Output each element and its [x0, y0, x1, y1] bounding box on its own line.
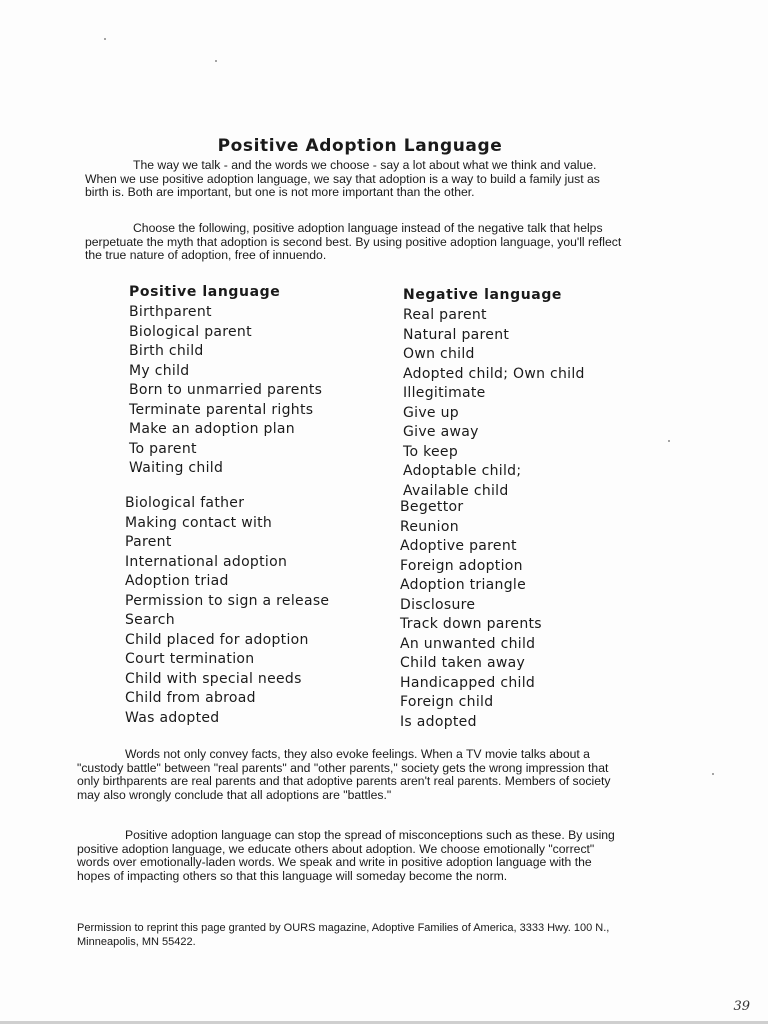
positive-term: Child from abroad [125, 690, 256, 706]
negative-term: Give up [403, 404, 459, 421]
positive-term: Child placed for adoption [125, 631, 309, 648]
scan-speck [104, 38, 106, 40]
negative-term: Handicapped child [400, 674, 536, 691]
page-title: Positive Adoption Language [217, 136, 503, 156]
negative-term: Foreign child [400, 694, 494, 710]
negative-language-column [403, 285, 585, 501]
negative-term: To keep [403, 443, 459, 460]
reprint-permission-note: Permission to reprint this page granted by OURS magazine, Adoptive Families of America, 3333 Hwy. 100 N., Minneapolis, MN 55422. [77, 922, 610, 948]
negative-term: Adoptable child; [403, 463, 522, 479]
positive-term: Was adopted [125, 709, 220, 726]
negative-language-list-2 [400, 498, 542, 732]
positive-term: Waiting child [129, 460, 224, 476]
closing-paragraph-1: Words not only convey facts, they also evoke feelings. When a TV movie talks about a "custody battle" between "real parents" and "other parents," society gets the wrong impression that only birthparents are real parents and that adoptive parents aren't real parents. Members of society may also wrongly conclude that all adoptions are "battles." [77, 747, 611, 802]
negative-term: Is adopted [400, 713, 477, 730]
positive-term: Make an adoption plan [129, 421, 295, 437]
negative-language-header: Negative language [403, 287, 563, 303]
positive-term: My child [129, 362, 190, 379]
positive-term: Court termination [125, 651, 255, 667]
scan-speck [215, 60, 217, 62]
negative-term: Real parent [403, 307, 487, 323]
negative-term: Natural parent [403, 326, 510, 343]
positive-term: Biological parent [129, 323, 252, 340]
positive-term: Birth child [129, 343, 204, 359]
scan-speck [712, 773, 714, 775]
negative-term: Adoptive parent [400, 538, 517, 554]
intro-paragraph-1: The way we talk - and the words we choose - say a lot about what we think and value. When we use positive adoption language, we say that adoption is a way to build a family just as birth is. Both are important, but one is not more important than the other. [85, 158, 600, 200]
positive-term: Terminate parental rights [129, 401, 314, 418]
positive-term: Born to unmarried parents [129, 382, 323, 398]
positive-term: Parent [125, 534, 172, 550]
negative-term: Adopted child; Own child [403, 365, 585, 382]
negative-term: Adoption triangle [400, 577, 527, 593]
negative-term: An unwanted child [400, 635, 536, 652]
negative-term: Foreign adoption [400, 557, 523, 574]
positive-term: Child with special needs [125, 670, 302, 687]
negative-term: Disclosure [400, 596, 476, 613]
positive-term: Biological father [125, 495, 245, 511]
positive-term: Permission to sign a release [125, 592, 330, 609]
positive-language-header: Positive language [129, 284, 281, 300]
negative-term: Give away [403, 424, 479, 440]
page-number: 39 [733, 999, 750, 1014]
closing-paragraph-2: Positive adoption language can stop the spread of misconceptions such as these. By using positive adoption language, we educate others about adoption. We choose emotionally "correct" words over emotionally-laden words. We speak and write in positive adoption language with the hopes of impacting others so that this language will someday become the norm. [77, 828, 615, 883]
positive-language-column [129, 282, 322, 479]
negative-term: Track down parents [400, 616, 542, 632]
intro-paragraph-2: Choose the following, positive adoption language instead of the negative talk that helps perpetuate the myth that adoption is second best. By using positive adoption language, you'll reflect the true nature of adoption, free of innuendo. [85, 221, 622, 263]
positive-term: International adoption [125, 553, 288, 570]
negative-term: Available child [403, 482, 509, 499]
scan-speck [668, 440, 670, 442]
negative-term: Illegitimate [403, 385, 486, 401]
positive-term: Birthparent [129, 304, 212, 320]
negative-term: Begettor [400, 499, 464, 515]
positive-term: Search [125, 612, 175, 628]
positive-language-list-2 [125, 494, 329, 728]
positive-term: To parent [129, 440, 197, 457]
positive-term: Making contact with [125, 514, 273, 531]
negative-term: Own child [403, 346, 475, 362]
negative-term: Child taken away [400, 655, 526, 671]
positive-term: Adoption triad [125, 573, 229, 589]
negative-term: Reunion [400, 518, 459, 535]
